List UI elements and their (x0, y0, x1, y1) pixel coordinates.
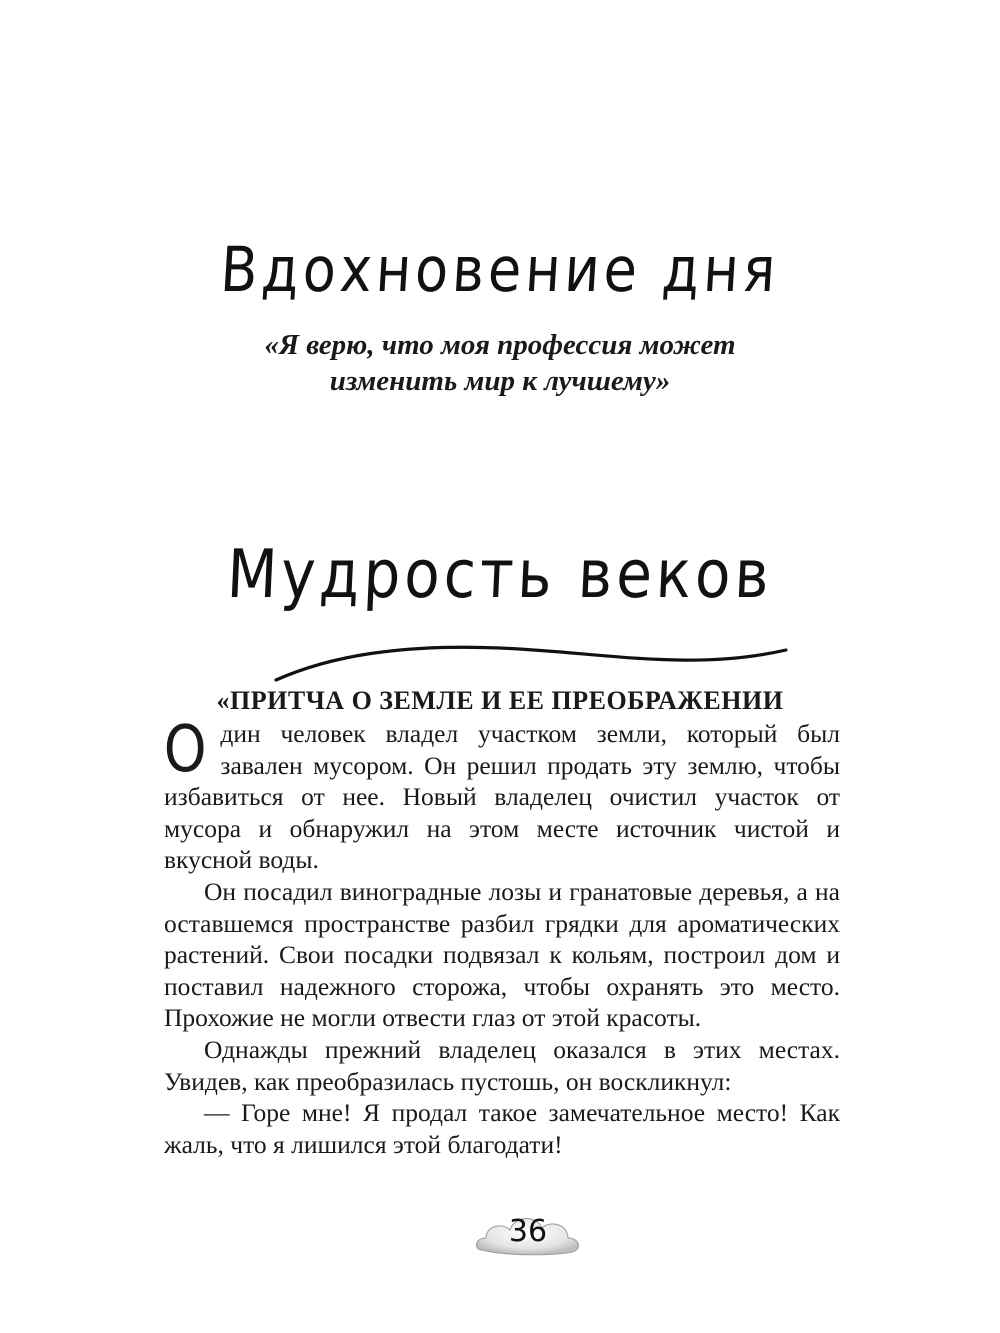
page-number-badge (470, 1200, 590, 1270)
quote-line-1: «Я верю, что моя профессия может (264, 329, 736, 361)
paragraph-1-text: дин человек владел участком земли, который был завален мусором. Он решил продать эту землю, чтобы избавиться от нее. Новый владелец очистил участок от мусора и обнаружил на этом месте источник чистой и вкусной воды. (164, 719, 840, 875)
inspiration-heading: Вдохновение дня (218, 233, 782, 306)
page-number: 36 (508, 1214, 548, 1249)
drop-cap: О (163, 713, 207, 787)
paragraph-1 (163, 713, 840, 876)
paragraph-3: Однажды прежний владелец оказался в этих местах. Увидев, как преобразилась пустошь, он воскликнул: (164, 1034, 840, 1096)
wisdom-heading: Мудрость веков (225, 534, 775, 614)
inspiration-quote (0, 327, 1000, 399)
parable-text (163, 713, 840, 1160)
quote-line-2: изменить мир к лучшему» (329, 365, 671, 397)
paragraph-4: — Горе мне! Я продал такое замечательное место! Как жаль, что я лишился этой благодати! (164, 1098, 840, 1159)
paragraph-2: Он посадил виноградные лозы и гранатовые деревья, а на оставшемся пространстве разбил грядки для ароматических растений. Свои посадки подвязал к кольям, построил дом и поставил надежного сторожа, чтобы охранять это место. Прохожие не могли отвести глаз от этой красоты. (164, 876, 840, 1033)
parable-title: «ПРИТЧА О ЗЕМЛЕ И ЕЕ ПРЕОБРАЖЕНИИ (216, 686, 784, 715)
decorative-swash (270, 638, 790, 688)
